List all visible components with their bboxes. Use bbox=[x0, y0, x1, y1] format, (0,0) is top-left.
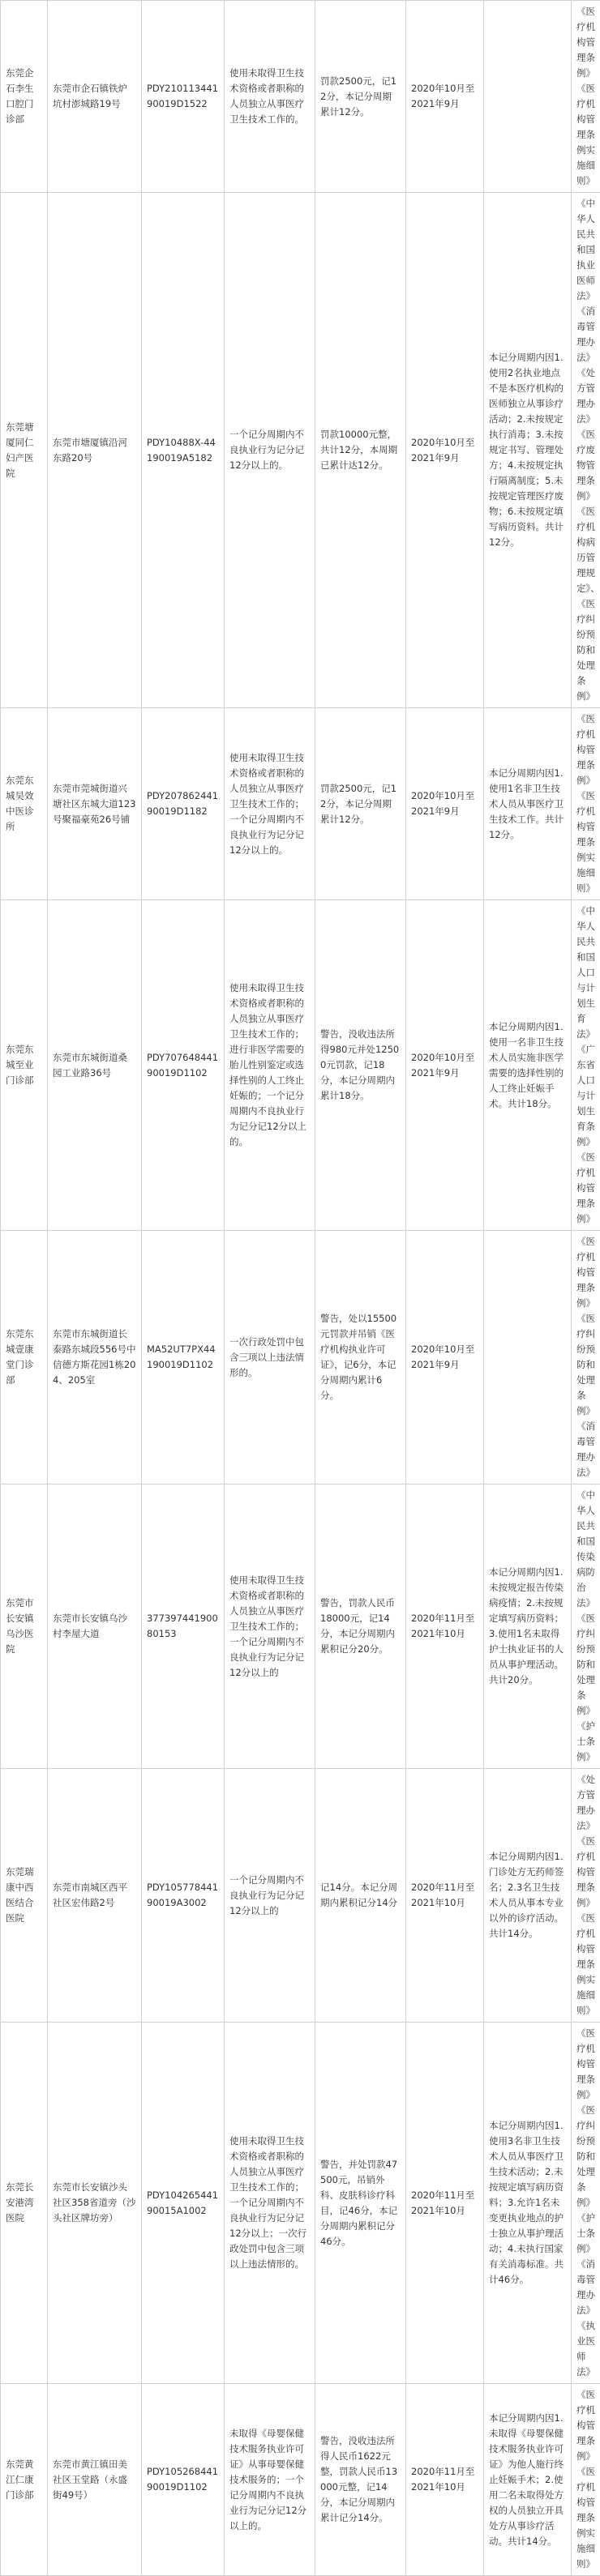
penalty-cell: 警告，处以15500元罚款并吊销《医疗机构执业许可证》，记6分，本记分周期内累计6分。 bbox=[315, 1231, 406, 1485]
violation-cell: 一次行政处罚中包含三项以上违法情形的。 bbox=[225, 1231, 315, 1485]
legal-basis-cell: 《医疗机构管理条例》《医疗纠纷预防和处理条例》《消毒管理办法》 bbox=[572, 1231, 600, 1485]
address-cell: 东莞市东城街道长泰路东城段556号中信德方斯花园1栋204、205室 bbox=[48, 1231, 142, 1485]
violation-cell: 使用未取得卫生技术资格或者职称的人员独立从事医疗卫生技术工作的；一个记分周期内不良执业行为记分记12分以上；一次行政处罚中包含三项以上违法情形的。 bbox=[225, 2023, 315, 2384]
scoring-period-cell: 2020年11月至2021年10月 bbox=[406, 1485, 484, 1769]
violation-detail-cell: 本记分周期内因1.未取得《母婴保健技术服务执业许可证》为他人施行终止妊娠手术；2.使用二名未取得处方权的人员独立开具处方从事诊疗活动。共计14分。 bbox=[484, 2384, 572, 2576]
legal-basis-cell: 《中华人民共和国传染病防治法》《医疗纠纷预防和处理条例》《护士条例》 bbox=[572, 1485, 600, 1769]
violation-detail-cell: 本记分周期内因1.使用一名非卫生技术人员实施非医学需要的选择性别的人工终止妊娠手术。共计18分。 bbox=[484, 900, 572, 1231]
table-row bbox=[1, 708, 600, 900]
address-cell: 东莞市长安镇乌沙村李屋大道 bbox=[48, 1485, 142, 1769]
license-code-cell: PDY10488X-44190019A5182 bbox=[142, 193, 225, 708]
address-cell: 东莞市塘厦镇沿河东路20号 bbox=[48, 193, 142, 708]
violation-detail-cell: 本记分周期内因1.使用3名非卫生技术人员从事医疗卫生技术活动；2.未按规定填写病历资料；3.允许1名未变更执业地点的护士独立从事护理活动；4.未执行国家有关消毒标准。共计46分。 bbox=[484, 2023, 572, 2384]
penalty-cell: 警告，罚款人民币18000元，记14分，本记分周期内累积记分20分。 bbox=[315, 1485, 406, 1769]
license-code-cell: 37739744190080153 bbox=[142, 1485, 225, 1769]
violation-detail-cell: 本记分周期内因1.门诊处方无药师签名；2.3名卫生技术人员从事本专业以外的诊疗活动。共计14分。 bbox=[484, 1769, 572, 2023]
scoring-period-cell: 2020年10月至2021年9月 bbox=[406, 900, 484, 1231]
scoring-period-cell: 2020年10月至2021年9月 bbox=[406, 1, 484, 193]
institution-name-cell: 东莞黄江仁康门诊部 bbox=[1, 2384, 48, 2576]
violation-detail-cell bbox=[484, 1231, 572, 1485]
address-cell: 东莞市南城区西平社区宏伟路2号 bbox=[48, 1769, 142, 2023]
table-body bbox=[1, 1, 600, 2576]
penalty-cell: 记14分。本记分周期内累积记分14分 bbox=[315, 1769, 406, 2023]
violation-cell: 使用未取得卫生技术资格或者职称的人员独立从事医疗卫生技术工作的；一个记分周期内不良执业行为记分记12分以上的。 bbox=[225, 708, 315, 900]
license-code-cell: PDY20786244190019D1182 bbox=[142, 708, 225, 900]
address-cell: 东莞市长安镇沙头社区358省道旁（沙头社区牌坊旁） bbox=[48, 2023, 142, 2384]
license-code-cell: MA52UT7PX44190019D1102 bbox=[142, 1231, 225, 1485]
penalty-cell: 罚款2500元，记12分，本记分周期累计12分。 bbox=[315, 1, 406, 193]
institution-name-cell: 东莞东城至业门诊部 bbox=[1, 900, 48, 1231]
scoring-period-cell: 2020年10月至2021年9月 bbox=[406, 1231, 484, 1485]
legal-basis-cell: 《医疗机构管理条例》《医疗机构管理条例实施细则》 bbox=[572, 2384, 600, 2576]
license-code-cell: PDY21011344190019D1522 bbox=[142, 1, 225, 193]
table-row bbox=[1, 2023, 600, 2384]
scoring-period-cell: 2020年11月至2021年10月 bbox=[406, 2023, 484, 2384]
violation-detail-cell bbox=[484, 1, 572, 193]
institution-name-cell: 东莞东城吴效中医诊所 bbox=[1, 708, 48, 900]
table-row bbox=[1, 1, 600, 193]
violation-cell: 使用未取得卫生技术资格或者职称的人员独立从事医疗卫生技术工作的。 bbox=[225, 1, 315, 193]
legal-basis-cell: 《医疗机构管理条例》《医疗机构管理条例实施细则》 bbox=[572, 708, 600, 900]
penalty-cell: 警告，并处罚款47500元，吊销外科、皮肤科诊疗科目，记46分，本记分周期内累积记分46分。 bbox=[315, 2023, 406, 2384]
address-cell: 东莞市黄江镇田美社区玉堂路（永盛街49号） bbox=[48, 2384, 142, 2576]
license-code-cell: PDY10577844190019A3002 bbox=[142, 1769, 225, 2023]
penalty-cell: 警告，没收违法所得人民币1622元整，罚款人民币13000元整，记14分，本记分周期内累计记分14分。 bbox=[315, 2384, 406, 2576]
violation-cell: 使用未取得卫生技术资格或者职称的人员独立从事医疗卫生技术工作的；一个记分周期内不良执业行为记分记12分以上的 bbox=[225, 1485, 315, 1769]
violation-cell: 未取得《母婴保健技术服务执业许可证》从事母婴保健技术服务的；一个记分周期内不良执业行为记分记12分以上的。 bbox=[225, 2384, 315, 2576]
institution-name-cell: 东莞瑞康中西医结合医院 bbox=[1, 1769, 48, 2023]
legal-basis-cell: 《中华人民共和国执业医师法》《消毒管理办法》《处方管理办法》《医疗废物管理条例》《医疗机构病历管理规定》、《医疗纠纷预防和处理条例》 bbox=[572, 193, 600, 708]
address-cell: 东莞市企石镇铁炉坑村澎城路19号 bbox=[48, 1, 142, 193]
violation-cell: 使用未取得卫生技术资格或者职称的人员独立从事医疗卫生技术工作的；进行非医学需要的胎儿性别鉴定或选择性别的人工终止妊娠的；一个记分周期内不良执业行为记分记12分以上的。 bbox=[225, 900, 315, 1231]
violation-cell: 一个记分周期内不良执业行为记分记12分以上的 bbox=[225, 1769, 315, 2023]
legal-basis-cell: 《医疗机构管理条例》《医疗纠纷预防和处理条例》《护士条例》《消毒管理办法》《执业医师法》 bbox=[572, 2023, 600, 2384]
violation-cell: 一个记分周期内不良执业行为记分记12分以上的。 bbox=[225, 193, 315, 708]
table-row bbox=[1, 900, 600, 1231]
penalty-cell: 罚款2500元，记12分，本记分周期累计12分。 bbox=[315, 708, 406, 900]
license-code-cell: PDY10526844190019D1102 bbox=[142, 2384, 225, 2576]
penalty-cell: 罚款10000元整，共计12分，本周期已累计达12分。 bbox=[315, 193, 406, 708]
institution-name-cell: 东莞东城壹康堂门诊部 bbox=[1, 1231, 48, 1485]
scoring-period-cell: 2020年10月至2021年9月 bbox=[406, 193, 484, 708]
table-row bbox=[1, 1485, 600, 1769]
violation-detail-cell: 本记分周期内因1.使用1名非卫生技术人员从事医疗卫生技术工作。共计12分。 bbox=[484, 708, 572, 900]
legal-basis-cell: 《中华人民共和国人口与计划生育法》《广东省人口与计划生育条例》《医疗机构管理条例》 bbox=[572, 900, 600, 1231]
address-cell: 东莞市莞城街道兴塘社区东城大道123号聚福豪苑26号铺 bbox=[48, 708, 142, 900]
table-row bbox=[1, 1231, 600, 1485]
violation-detail-cell: 本记分周期内因1.使用2名执业地点不是本医疗机构的医师独立从事诊疗活动；2.未按规定执行消毒；3.未按规定书写、管理处方；4.未按规定执行隔离制度；5.未按规定管理医疗废物；6.未按规定填写病历资料。共计12分。 bbox=[484, 193, 572, 708]
legal-basis-cell: 《处方管理办法》《医疗机构管理条例》《医疗机构管理条例实施细则》 bbox=[572, 1769, 600, 2023]
scoring-period-cell: 2020年11月至2021年10月 bbox=[406, 2384, 484, 2576]
violation-detail-cell: 本记分周期内因1.未按规定报告传染病疫情；2.未按规定填写病历资料；3.使用1名未取得护士执业证书的人员从事护理活动。共计20分。 bbox=[484, 1485, 572, 1769]
legal-basis-cell: 《医疗机构管理条例》《医疗机构管理条例实施细则》 bbox=[572, 1, 600, 193]
institution-name-cell: 东莞长安港湾医院 bbox=[1, 2023, 48, 2384]
institution-name-cell: 东莞企石李生口腔门诊部 bbox=[1, 1, 48, 193]
institution-name-cell: 东莞塘厦同仁妇产医院 bbox=[1, 193, 48, 708]
table-row bbox=[1, 1769, 600, 2023]
penalty-cell: 警告，没收违法所得980元并处12500元罚款，记18分，本记分周期内累计18分。 bbox=[315, 900, 406, 1231]
address-cell: 东莞市东城街道桑园工业路36号 bbox=[48, 900, 142, 1231]
table-row bbox=[1, 193, 600, 708]
institution-name-cell: 东莞市长安镇乌沙医院 bbox=[1, 1485, 48, 1769]
license-code-cell: PDY70764844190019D1102 bbox=[142, 900, 225, 1231]
scoring-period-cell: 2020年11月至2021年10月 bbox=[406, 1769, 484, 2023]
scoring-period-cell: 2020年10月至2021年9月 bbox=[406, 708, 484, 900]
table-row bbox=[1, 2384, 600, 2576]
license-code-cell: PDY10426544190015A1002 bbox=[142, 2023, 225, 2384]
